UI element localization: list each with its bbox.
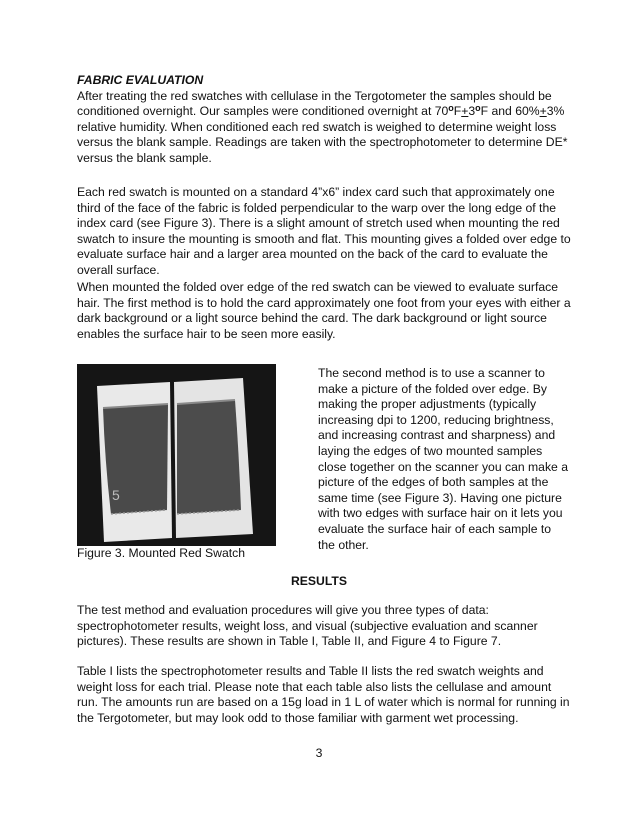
para1-text-e: 3% relative humidity. When conditioned each red swatch is weighed to determine weight loss versus the blank sample. Readings are taken with the spectrophotometer to determine DE* versus the blank sample. (77, 104, 568, 165)
degree-mark: o (475, 103, 481, 114)
paragraph-mounting: Each red swatch is mounted on a standard 4”x6” index card such that approximately one third of the face of the fabric is folded perpendicular to the warp over the long edge of the index card (see Figure 3). There is a slight amount of stretch used when mounting the red swatch to insure the mounting is smooth and flat. This mounting gives a folded over edge to evaluate surface hair and a larger area mounted on the back of the card to evaluate the overall surface. (77, 185, 571, 277)
plus-minus-mark: + (539, 104, 547, 119)
paragraph-tables: Table I lists the spectrophotometer results and Table II lists the red swatch weights and weight loss for each trial. Please note that each table also lists the cellulase and amount run. The amounts run are based on a 15g load in 1 L of water which is normal for running in the Tergotometer, but may look odd to those familiar with garment wet processing. (77, 664, 570, 725)
figure-caption: Figure 3. Mounted Red Swatch (77, 546, 246, 560)
results-heading: RESULTS (291, 574, 347, 588)
page-number: 3 (315, 746, 323, 760)
fabric-evaluation-section (77, 73, 573, 167)
paragraph-scanner-method: The second method is to use a scanner to make a picture of the folded over edge. By making the proper adjustments (typically increasing dpi to 1200, reducing brightness, and increasing contrast and sharpness) and laying the edges of two mounted samples close together on the scanner you can make a picture of the edges of both samples at the same time (see Figure 3). Having one picture with two edges with surface hair on it lets you evaluate the surface hair of each sample to the other. (318, 366, 568, 552)
swatch-number-mark: 5 (112, 487, 120, 503)
para1-text-d: F and 60% (480, 104, 540, 119)
paragraph-results-data: The test method and evaluation procedures will give you three types of data: spectrophotometer results, weight loss, and visual (subjective evaluation and scanner pictures). These results are shown in Table I, Table II, and Figure 4 to Figure 7. (77, 603, 538, 649)
figure-mounted-swatch-photo (77, 364, 276, 546)
section-heading: FABRIC EVALUATION (77, 73, 204, 87)
para1-text-c: 3 (468, 104, 476, 119)
paragraph-viewing: When mounted the folded over edge of the red swatch can be viewed to evaluate surface hair. The first method is to hold the card approximately one foot from your eyes with either a dark background or a light source behind the card. The dark background or light source enables the surface hair to be seen more easily. (77, 280, 571, 341)
para1-text-b: F (453, 104, 462, 119)
paragraph-conditioning (77, 89, 573, 167)
degree-mark: o (448, 103, 454, 114)
swatch-photo-graphic (77, 364, 276, 546)
plus-minus-mark: + (461, 104, 469, 119)
para1-text-a: After treating the red swatches with cellulase in the Tergotometer the samples should be conditioned overnight. Our samples were conditioned overnight at 70 (77, 88, 552, 119)
